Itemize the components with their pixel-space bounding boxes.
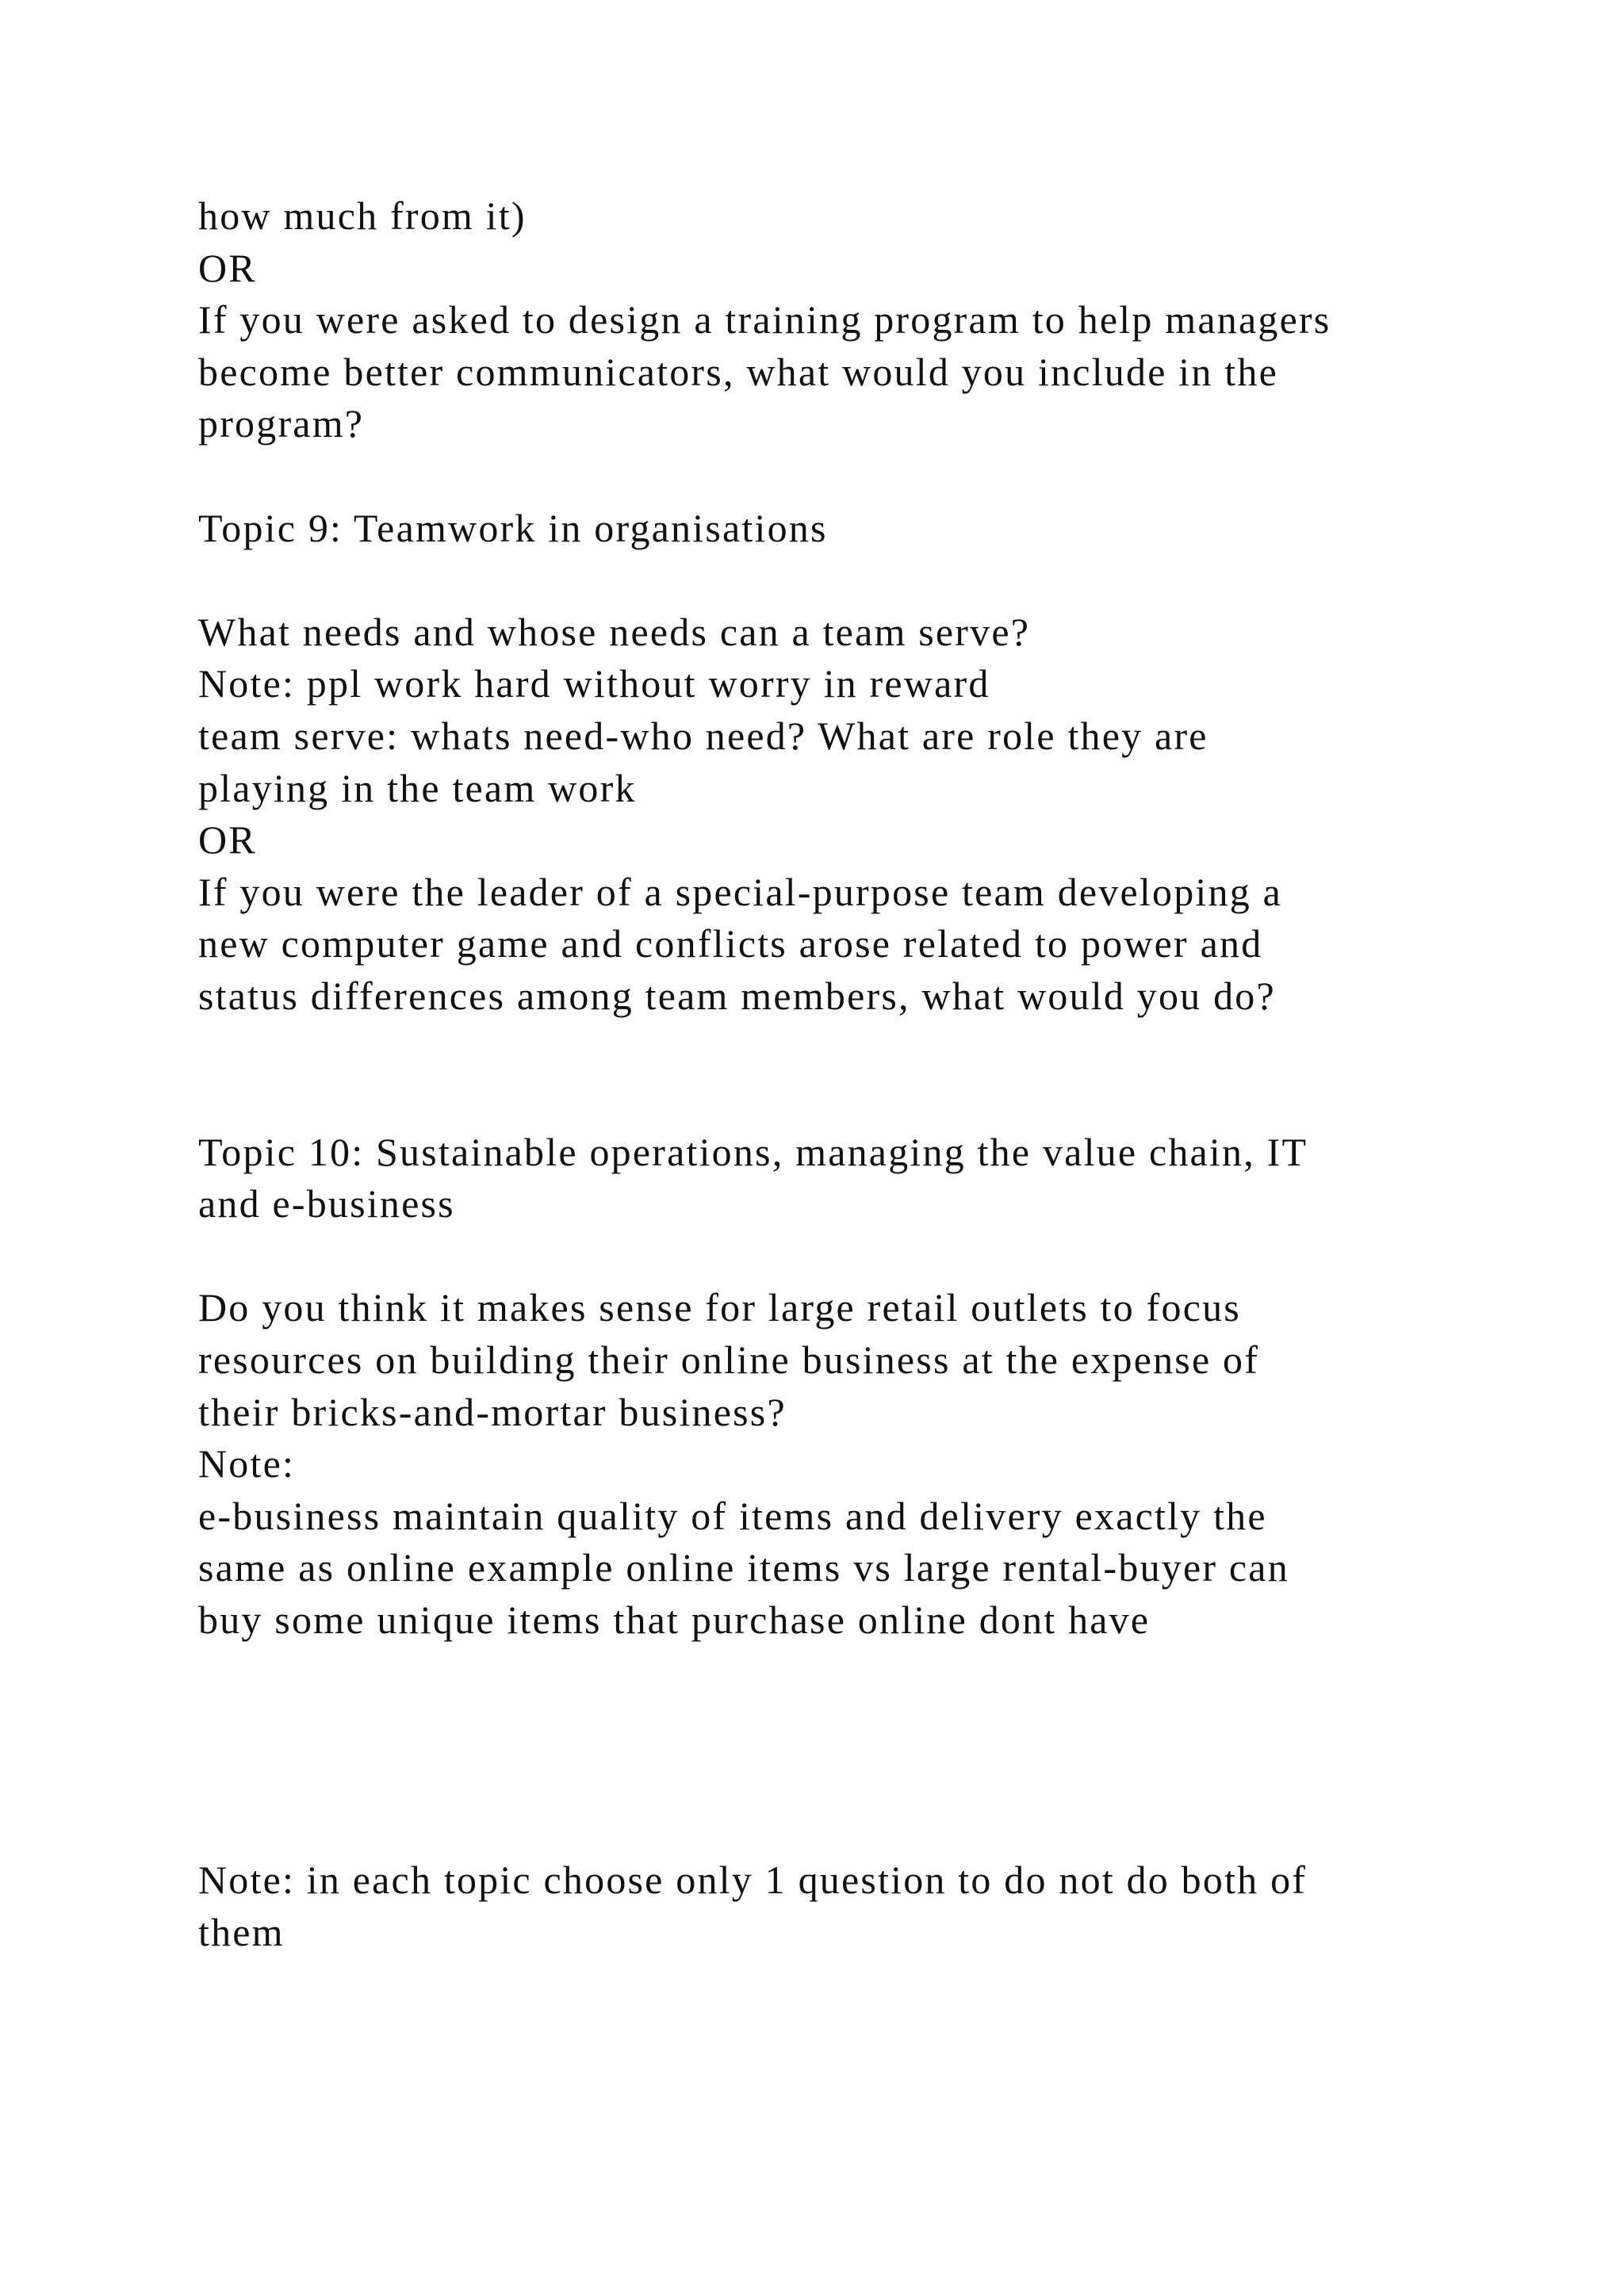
intro-question-line: become better communicators, what would you include in the [198,349,1278,394]
topic9-note-line: Note: ppl work hard without worry in reward [198,661,990,706]
topic10-heading-line: and e-business [198,1181,455,1226]
final-note-line: Note: in each topic choose only 1 question to do not do both of [198,1858,1308,1903]
final-note-line: them [198,1909,285,1954]
intro-line: how much from it) [198,193,527,238]
topic10-question-line: their bricks-and-mortar business? [198,1389,787,1434]
topic10-note-line: buy some unique items that purchase online dont have [198,1598,1151,1643]
topic10-question-line: Do you think it makes sense for large retail outlets to focus [198,1285,1241,1330]
blank-line [198,450,1546,503]
or-separator: OR [198,245,257,290]
blank-line [198,1230,1546,1283]
or-separator: OR [198,817,257,863]
topic10-question-line: resources on building their online business at the expense of [198,1337,1260,1383]
topic9-alt-question-line: If you were the leader of a special-purpose team developing a [198,869,1282,914]
topic9-alt-question-line: status differences among team members, what would you do? [198,973,1276,1018]
blank-line [198,1023,1546,1127]
topic9-question: What needs and whose needs can a team serve? [198,609,1031,654]
topic10-note-label: Note: [198,1441,296,1487]
topic9-heading: Topic 9: Teamwork in organisations [198,505,828,550]
intro-question-line: program? [198,401,365,446]
topic9-note-line: team serve: whats need-who need? What are role they are [198,713,1208,758]
topic10-note-line: e-business maintain quality of items and delivery exactly the [198,1493,1267,1538]
topic10-heading-line: Topic 10: Sustainable operations, managing the value chain, IT [198,1129,1308,1174]
document-body [198,190,1546,1958]
topic9-note-line: playing in the team work [198,765,637,810]
topic10-note-line: same as online example online items vs large rental-buyer can [198,1545,1289,1590]
blank-line [198,554,1546,607]
topic9-alt-question-line: new computer game and conflicts arose related to power and [198,921,1263,966]
intro-question-line: If you were asked to design a training program to help managers [198,297,1331,342]
blank-line [198,1647,1546,1854]
